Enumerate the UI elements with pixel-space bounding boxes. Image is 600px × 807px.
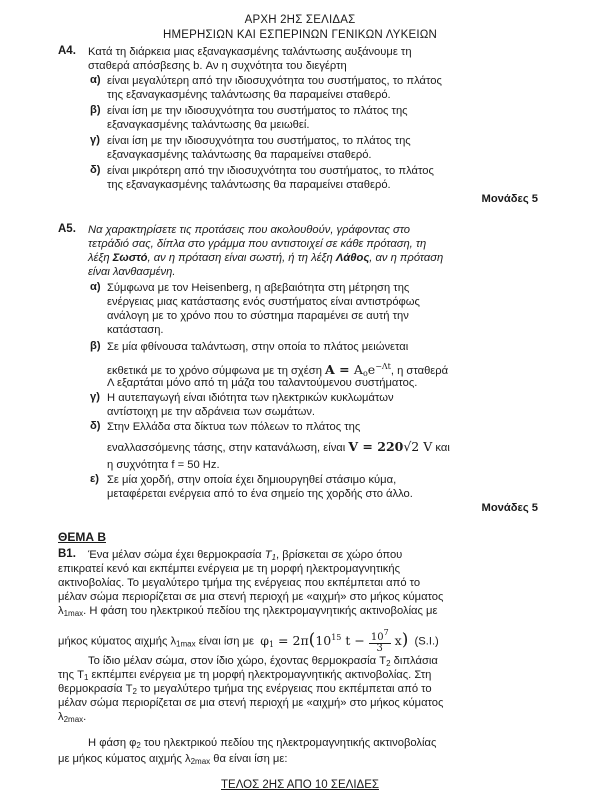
a5-option-a-line2: ενέργειας μιας κατάστασης ενός συστήματος είναι αντιστρόφως: [107, 296, 420, 308]
a5-option-a-line4: κατάσταση.: [107, 324, 164, 336]
a4-option-b-line1: είναι ίση με την ιδιοσυχνότητα του συστήματος το πλάτος της: [107, 105, 408, 117]
question-a5-stem-line2: τετράδιό σας, δίπλα στο γράμμα που αντιστοιχεί σε κάθε πρόταση, τη: [88, 238, 427, 250]
a4-option-d-line2: της εξαναγκασμένης ταλάντωσης θα παραμείνει σταθερό.: [107, 179, 391, 191]
b1-p2-line1: Το ίδιο μέλαν σώμα, στον ίδιο χώρο, έχοντας θερμοκρασία $T_2$ διπλάσια: [88, 655, 438, 668]
a5-option-c-label: γ): [90, 391, 100, 403]
b1-p3-line1: Η φάση $\varphi_2$ του ηλεκτρικού πεδίου της ηλεκτρομαγνητικής ακτινοβολίας: [88, 737, 437, 750]
a5-option-e-line1: Σε μία χορδή, στην οποία έχει δημιουργηθεί στάσιμο κύμα,: [107, 474, 397, 486]
page-header-line1: ΑΡΧΗ 2ΗΣ ΣΕΛΙΔΑΣ: [244, 14, 356, 26]
b1-p2-line3: θερμοκρασία $T_2$ το μεγαλύτερο τμήμα της ενέργειας που εκπέμπεται από το: [58, 683, 432, 696]
a5-option-a-label: α): [90, 281, 101, 293]
a5-option-d-line1: Στην Ελλάδα στα δίκτυα των πόλεων το πλάτος της: [107, 421, 361, 433]
b1-p1-line1: Ένα μέλαν σώμα έχει θερμοκρασία $T_1$, βρίσκεται σε χώρο όπου: [88, 549, 403, 562]
question-a4-stem-line1: Κατά τη διάρκεια μιας εξαναγκασμένης ταλάντωσης αυξάνουμε τη: [88, 46, 412, 58]
question-a5-stem-line3: λέξη Σωστό, αν η πρόταση είναι σωστή, ή τη λέξη Λάθος, αν η πρόταση: [88, 252, 444, 264]
a5-option-a-line1: Σύμφωνα με τον Heisenberg, η αβεβαιότητα στη μέτρηση της: [107, 282, 410, 294]
phase-formula-phi1: $\varphi_1 = 2\pi(10^{15}$ t − $\frac{10^7}{3}$ x): [260, 628, 409, 654]
a4-option-d-label: δ): [90, 164, 101, 176]
question-b1-number: Β1.: [58, 548, 76, 560]
a5-option-c-line2: αντίστοιχη με την αδράνεια των σωμάτων.: [107, 406, 316, 418]
page-footer: ΤΕΛΟΣ 2ΗΣ ΑΠΟ 10 ΣΕΛΙΔΕΣ: [221, 779, 379, 791]
a4-option-a-line1: είναι μεγαλύτερη από την ιδιοσυχνότητα του συστήματος, το πλάτος: [107, 75, 442, 87]
a4-option-c-label: γ): [90, 134, 100, 146]
a5-option-e-line2: μεταφέρεται ενέργεια από το ένα σημείο της χορδής στο άλλο.: [107, 488, 413, 500]
a4-option-a-line2: της εξαναγκασμένης ταλάντωσης θα παραμείνει σταθερό.: [107, 89, 391, 101]
a5-option-c-line1: Η αυτεπαγωγή είναι ιδιότητα των ηλεκτρικών κυκλωμάτων: [107, 392, 394, 404]
b1-p1-line4: μέλαν σώμα περιορίζεται σε μια στενή περιοχή με «αιχμή» στο μήκος κύματος: [58, 591, 444, 603]
a4-option-c-line2: εξαναγκασμένης ταλάντωσης θα παραμείνει σταθερό.: [107, 149, 372, 161]
b1-p2-line4: μέλαν σώμα περιορίζεται σε μια στενή περιοχή με «αιχμή» στο μήκος κύματος: [58, 697, 444, 709]
question-a5-stem-line1: Να χαρακτηρίσετε τις προτάσεις που ακολουθούν, γράφοντας στο: [88, 224, 410, 236]
a4-option-b-line2: εξαναγκασμένης ταλάντωσης θα μειωθεί.: [107, 119, 310, 131]
a4-marks: Μονάδες 5: [481, 193, 538, 205]
question-a4-number: Α4.: [58, 45, 76, 57]
a5-option-a-line3: ανάλογη με το χρόνο που το σύστημα παραμένει σε αυτή την: [107, 310, 409, 322]
question-a5-stem-line4: είναι λανθασμένη.: [88, 266, 176, 278]
a5-option-b-line3: Λ εξαρτάται μόνο από τη μάζα του ταλαντούμενου συστήματος.: [107, 377, 418, 389]
b1-p3-line2: με μήκος κύματος αιχμής $\lambda_{2max}$ θα είναι ίση με:: [58, 753, 288, 766]
a4-option-d-line1: είναι μικρότερη από την ιδιοσυχνότητα του συστήματος, το πλάτος: [107, 165, 434, 177]
a5-option-d-line2: εναλλασσόμενης τάσης, στην κατανάλωση, είναι V = 220√2 V και: [107, 439, 450, 454]
a5-option-d-label: δ): [90, 420, 101, 432]
question-a5-number: Α5.: [58, 223, 76, 235]
b1-p1-line2: επικρατεί κενό και εκπέμπει ενέργεια με τη μορφή ηλεκτρομαγνητικής: [58, 563, 400, 575]
a5-option-d-line3: η συχνότητα f = 50 Hz.: [107, 459, 220, 471]
a5-option-b-label: β): [90, 340, 101, 352]
word-correct: Σωστό: [112, 252, 148, 264]
b1-p1-line5: $\lambda_{1max}$. Η φάση του ηλεκτρικού πεδίου της ηλεκτρομαγνητικής ακτινοβολίας με: [58, 605, 438, 618]
b1-p2-line5: $\lambda_{2max}$.: [58, 711, 87, 724]
a4-option-b-label: β): [90, 104, 101, 116]
b1-p1-line6: μήκος κύματος αιχμής $\lambda_{1max}$ είναι ίση με $\varphi_1 = 2\pi(10^{15}$ t − $\frac{10^7}{3}$ x) (S.I.): [58, 628, 439, 654]
a4-option-a-label: α): [90, 74, 101, 86]
b1-p2-line2: της $T_1$ εκπέμπει ενέργεια με τη μορφή ηλεκτρομαγνητικής ακτινοβολίας. Στη: [58, 669, 432, 682]
a5-option-b-line2: εκθετικά με το χρόνο σύμφωνα με τη σχέση $A = A_oe^{-\Lambda t}$, η σταθερά: [107, 362, 449, 378]
decay-formula: $A = A_oe^{-\Lambda t}$: [325, 362, 391, 378]
si-units: (S.I.): [414, 635, 439, 648]
theme-b-title: ΘΕΜΑ Β: [58, 530, 106, 544]
a5-option-e-label: ε): [90, 473, 100, 485]
a4-option-c-line1: είναι ίση με την ιδιοσυχνότητα του συστήματος, το πλάτος της: [107, 135, 411, 147]
a5-marks: Μονάδες 5: [481, 502, 538, 514]
page-header-line2: ΗΜΕΡΗΣΙΩΝ ΚΑΙ ΕΣΠΕΡΙΝΩΝ ΓΕΝΙΚΩΝ ΛΥΚΕΙΩΝ: [162, 29, 438, 41]
voltage-formula: V = 220√2 V: [348, 439, 433, 454]
b1-p1-line3: ακτινοβολίας. Το μεγαλύτερο τμήμα της ενέργειας που εκπέμπεται από το: [58, 577, 421, 589]
a5-option-b-line1: Σε μία φθίνουσα ταλάντωση, στην οποία το πλάτος μειώνεται: [107, 341, 409, 353]
question-a4-stem-line2: σταθερά απόσβεσης b. Αν η συχνότητα του διεγέρτη: [88, 60, 347, 72]
word-wrong: Λάθος: [335, 252, 370, 264]
